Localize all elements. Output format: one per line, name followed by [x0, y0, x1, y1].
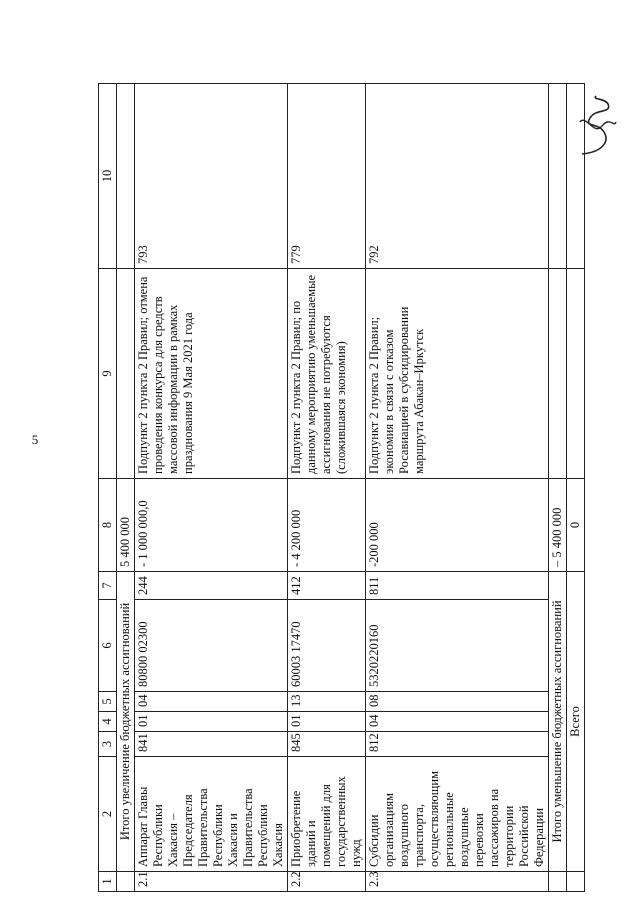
row-code-10: 779 — [288, 84, 366, 269]
row-name: Субсидии организациям воздушного транспорта, осуществляющим региональные воздушные перевозки пассажиров на территории Российской Федерации — [366, 757, 549, 872]
increase-total-amount: 5 400 000 — [117, 479, 135, 572]
increase-total-label: Итого увеличение бюджетных ассигнований — [117, 572, 135, 872]
row-code-3: 845 — [288, 732, 366, 757]
row-amount: - 4 200 000 — [288, 479, 366, 572]
budget-table — [98, 83, 585, 892]
row-name: Аппарат Главы Республики Хакасия – Председателя Правительства Республики Хакасия и Правительства Республики Хакасия — [135, 757, 288, 872]
row-code-6: 80800 02300 — [135, 600, 288, 692]
page-number: 5 — [31, 432, 39, 447]
decrease-total-label: Итого уменьшение бюджетных ассигнований — [549, 572, 567, 872]
row-code-7: 412 — [288, 572, 366, 600]
grand-total-row — [567, 84, 585, 892]
header-cell: 3 — [99, 732, 117, 757]
grand-total-label: Всего — [567, 572, 585, 872]
row-code-4: 04 — [366, 712, 549, 732]
row-code-4: 01 — [288, 712, 366, 732]
table-row — [135, 84, 288, 892]
row-code-3: 812 — [366, 732, 549, 757]
row-number: 2.2 — [288, 872, 366, 892]
row-code-7: 244 — [135, 572, 288, 600]
row-number: 2.3 — [366, 872, 549, 892]
row-name: Приобретение зданий и помещений для государственных нужд — [288, 757, 366, 872]
header-row — [99, 84, 117, 892]
header-cell: 6 — [99, 600, 117, 692]
row-code-6: 60003 17470 — [288, 600, 366, 692]
row-reason: Подпункт 2 пункта 2 Правил; отмена проведения конкурса для средств массовой информации в рамках празднования 9 Мая 2021 года — [135, 269, 288, 479]
row-number: 2.1 — [135, 872, 288, 892]
table-row — [288, 84, 366, 892]
row-code-5: 13 — [288, 692, 366, 712]
budget-table-rotated — [98, 84, 582, 892]
row-code-5: 04 — [135, 692, 288, 712]
row-code-3: 841 — [135, 732, 288, 757]
row-reason: Подпункт 2 пункта 2 Правил; экономия в связи с отказом Росавиацией в субсидировании маршрута Абакан–Иркутск — [366, 269, 549, 479]
row-code-4: 01 — [135, 712, 288, 732]
row-amount: -200 000 — [366, 479, 549, 572]
header-cell: 4 — [99, 712, 117, 732]
header-cell: 8 — [99, 479, 117, 572]
grand-total-amount: 0 — [567, 479, 585, 572]
row-code-6: 5320220160 — [366, 600, 549, 692]
header-cell: 10 — [99, 84, 117, 269]
row-code-7: 811 — [366, 572, 549, 600]
row-reason: Подпункт 2 пункта 2 Правил; по данному мероприятию уменьшаемые ассигнования не потребуются (сложившаяся экономия) — [288, 269, 366, 479]
decrease-total-amount: – 5 400 000 — [549, 479, 567, 572]
row-amount: - 1 000 000,0 — [135, 479, 288, 572]
row-code-5: 08 — [366, 692, 549, 712]
header-cell: 1 — [99, 872, 117, 892]
header-cell: 9 — [99, 269, 117, 479]
decrease-total-row — [549, 84, 567, 892]
header-cell: 7 — [99, 572, 117, 600]
table-row — [366, 84, 549, 892]
row-code-10: 792 — [366, 84, 549, 269]
row-code-10: 793 — [135, 84, 288, 269]
header-cell: 2 — [99, 757, 117, 872]
header-cell: 5 — [99, 692, 117, 712]
increase-total-row — [117, 84, 135, 892]
